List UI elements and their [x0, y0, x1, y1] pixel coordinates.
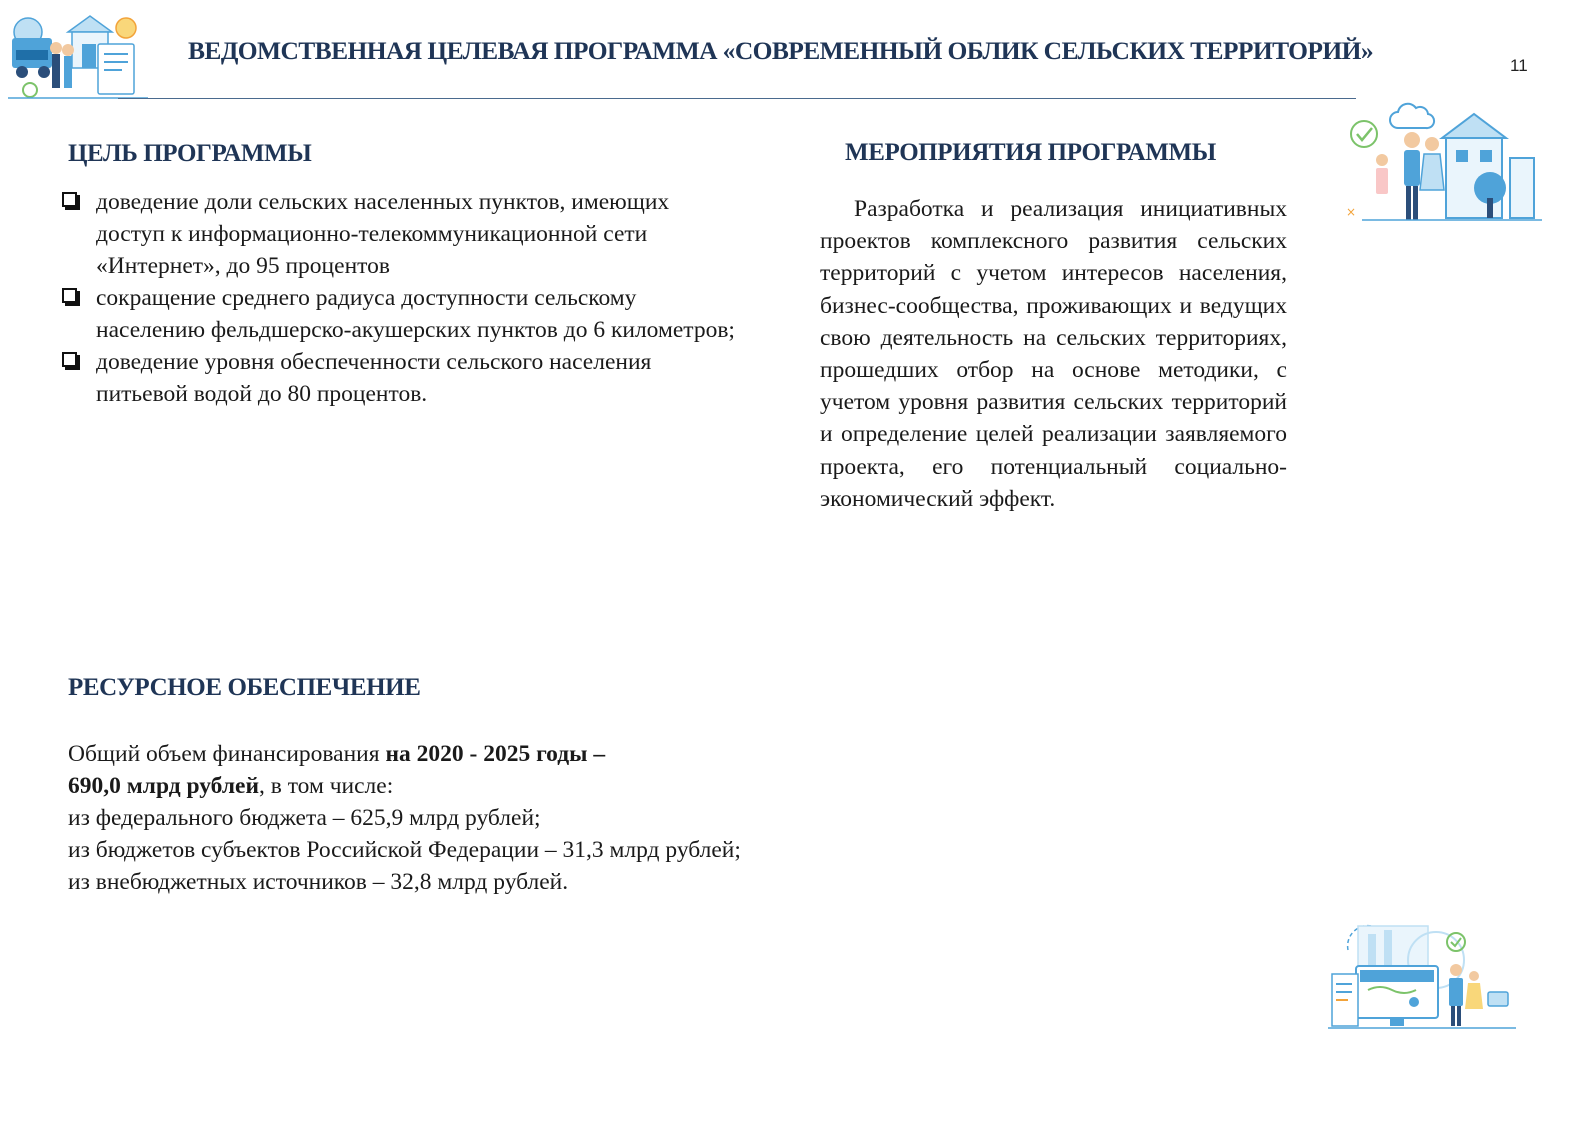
resources-block: [68, 738, 888, 898]
check-box-icon: [62, 288, 77, 303]
goal-list: [62, 186, 742, 410]
list-item: доведение уровня обеспеченности сельского населения питьевой водой до 80 процентов.: [62, 346, 742, 410]
extra-budget-line: из внебюджетных источников – 32,8 млрд рублей.: [68, 869, 569, 895]
page-number: 11: [1510, 56, 1528, 75]
page-title: ВЕДОМСТВЕННАЯ ЦЕЛЕВАЯ ПРОГРАММА «СОВРЕМЕННЫЙ ОБЛИК СЕЛЬСКИХ ТЕРРИТОРИЙ»: [188, 36, 1373, 65]
measures-heading: МЕРОПРИЯТИЯ ПРОГРАММЫ: [845, 139, 1216, 166]
smart-city-illustration: [1328, 920, 1518, 1040]
goal-heading: ЦЕЛЬ ПРОГРАММЫ: [68, 140, 312, 167]
list-item: доведение доли сельских населенных пунктов, имеющих доступ к информационно-телекоммуникационной сети «Интернет», до 95 процентов: [62, 186, 742, 282]
svg-text:×: ×: [1346, 205, 1357, 219]
measures-text: Разработка и реализация инициативных проектов комплексного развития сельских территорий с учетом интересов населения, бизнес-сообщества, проживающих и ведущих свою деятельность на сельских территориях, прошедших отбор на основе методики, с учетом уровня развития сельских территорий и определение целей реализации заявляемого проекта, его потенциальный социально-экономический эффект.: [820, 196, 1287, 512]
header-divider: [118, 98, 1356, 99]
list-item: сокращение среднего радиуса доступности сельскому населению фельдшерско-акушерских пунктов до 6 километров;: [62, 282, 742, 346]
check-box-icon: [62, 352, 77, 367]
resources-heading: РЕСУРСНОЕ ОБЕСПЕЧЕНИЕ: [68, 674, 421, 701]
check-box-icon: [62, 192, 77, 207]
regional-budget-line: из бюджетов субъектов Российской Федерации – 31,3 млрд рублей;: [68, 837, 741, 863]
funding-total-amount-line: 690,0 млрд рублей, в том числе:: [68, 773, 394, 799]
funding-total-line: Общий объем финансирования на 2020 - 2025 годы –: [68, 741, 606, 767]
family-house-illustration: [1332, 98, 1546, 228]
federal-budget-line: из федерального бюджета – 625,9 млрд рублей;: [68, 805, 541, 831]
rural-community-illustration: [8, 10, 148, 102]
